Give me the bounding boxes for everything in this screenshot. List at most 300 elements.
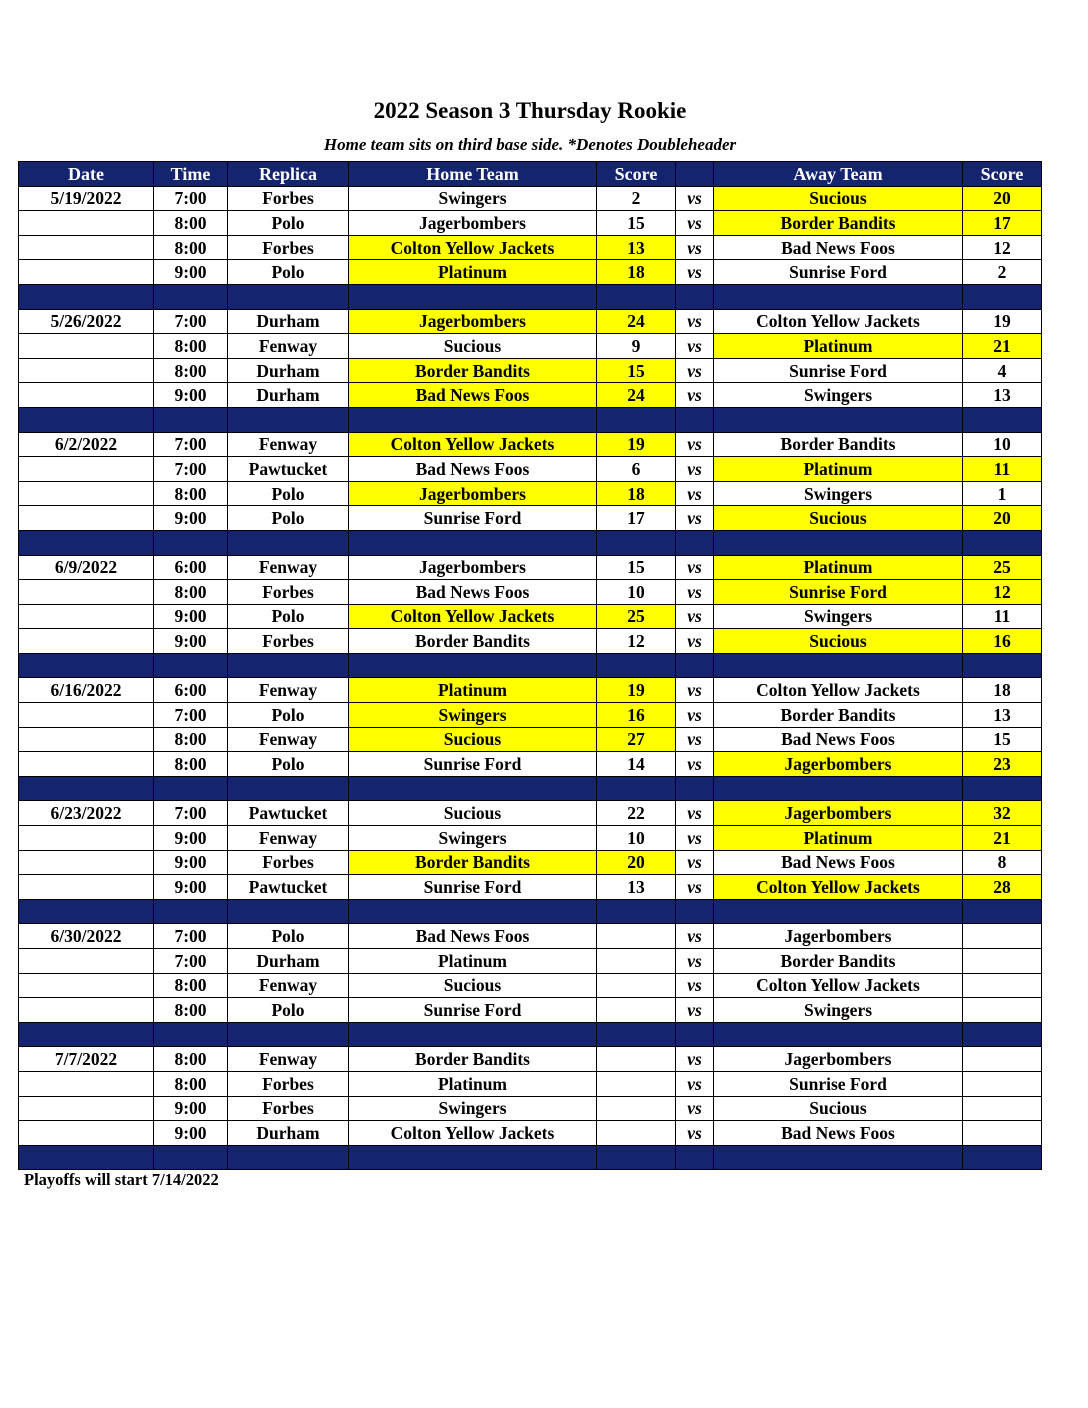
table-row <box>19 875 1042 900</box>
time-cell: 7:00 <box>154 432 228 457</box>
table-row <box>19 260 1042 285</box>
time-cell: 9:00 <box>154 383 228 408</box>
time-cell: 6:00 <box>154 555 228 580</box>
time-cell: 9:00 <box>154 826 228 851</box>
vs-cell: vs <box>676 555 714 580</box>
separator-cell <box>228 899 349 924</box>
away-score-cell <box>963 924 1042 949</box>
away-score-cell: 12 <box>963 235 1042 260</box>
week-separator-row <box>19 1022 1042 1047</box>
table-row <box>19 309 1042 334</box>
field-cell: Fenway <box>228 727 349 752</box>
table-row <box>19 629 1042 654</box>
week-separator-row <box>19 899 1042 924</box>
separator-cell <box>228 776 349 801</box>
date-cell: 6/30/2022 <box>19 924 154 949</box>
time-cell: 8:00 <box>154 1071 228 1096</box>
home-score-cell: 15 <box>597 211 676 236</box>
home-score-cell: 2 <box>597 186 676 211</box>
vs-cell: vs <box>676 826 714 851</box>
time-cell: 8:00 <box>154 358 228 383</box>
week-separator-row <box>19 407 1042 432</box>
table-row <box>19 211 1042 236</box>
separator-cell <box>228 284 349 309</box>
home-score-cell: 17 <box>597 506 676 531</box>
date-cell <box>19 949 154 974</box>
away-team-cell: Sunrise Ford <box>714 358 963 383</box>
date-cell: 6/16/2022 <box>19 678 154 703</box>
home-team-cell: Sucious <box>349 334 597 359</box>
home-score-cell <box>597 998 676 1023</box>
field-cell: Fenway <box>228 1047 349 1072</box>
date-cell <box>19 875 154 900</box>
time-cell: 8:00 <box>154 235 228 260</box>
away-score-cell: 13 <box>963 383 1042 408</box>
away-score-cell: 20 <box>963 186 1042 211</box>
away-team-cell: Bad News Foos <box>714 850 963 875</box>
home-team-cell: Sucious <box>349 727 597 752</box>
home-team-cell: Border Bandits <box>349 358 597 383</box>
field-cell: Polo <box>228 752 349 777</box>
field-cell: Durham <box>228 1121 349 1146</box>
home-team-cell: Border Bandits <box>349 850 597 875</box>
home-score-cell: 10 <box>597 580 676 605</box>
table-row <box>19 1121 1042 1146</box>
away-score-cell <box>963 1071 1042 1096</box>
away-score-cell: 1 <box>963 481 1042 506</box>
header-time: Time <box>154 162 228 187</box>
separator-cell <box>349 776 597 801</box>
time-cell: 9:00 <box>154 850 228 875</box>
away-score-cell: 2 <box>963 260 1042 285</box>
vs-cell: vs <box>676 973 714 998</box>
field-cell: Pawtucket <box>228 801 349 826</box>
field-cell: Polo <box>228 260 349 285</box>
date-cell: 6/9/2022 <box>19 555 154 580</box>
date-cell: 5/26/2022 <box>19 309 154 334</box>
separator-cell <box>19 776 154 801</box>
home-score-cell: 13 <box>597 235 676 260</box>
home-team-cell: Bad News Foos <box>349 383 597 408</box>
away-score-cell: 17 <box>963 211 1042 236</box>
home-team-cell: Sucious <box>349 973 597 998</box>
vs-cell: vs <box>676 334 714 359</box>
home-team-cell: Bad News Foos <box>349 924 597 949</box>
separator-cell <box>19 1022 154 1047</box>
time-cell: 7:00 <box>154 801 228 826</box>
away-team-cell: Border Bandits <box>714 949 963 974</box>
separator-cell <box>714 776 963 801</box>
home-team-cell: Platinum <box>349 678 597 703</box>
away-team-cell: Jagerbombers <box>714 801 963 826</box>
away-score-cell <box>963 1096 1042 1121</box>
week-separator-row <box>19 284 1042 309</box>
time-cell: 8:00 <box>154 580 228 605</box>
home-team-cell: Jagerbombers <box>349 555 597 580</box>
separator-cell <box>963 407 1042 432</box>
away-score-cell <box>963 1121 1042 1146</box>
home-team-cell: Jagerbombers <box>349 211 597 236</box>
vs-cell: vs <box>676 481 714 506</box>
vs-cell: vs <box>676 801 714 826</box>
time-cell: 8:00 <box>154 481 228 506</box>
away-team-cell: Jagerbombers <box>714 924 963 949</box>
separator-cell <box>154 407 228 432</box>
home-score-cell: 12 <box>597 629 676 654</box>
field-cell: Polo <box>228 211 349 236</box>
field-cell: Forbes <box>228 1096 349 1121</box>
away-team-cell: Colton Yellow Jackets <box>714 973 963 998</box>
separator-cell <box>963 530 1042 555</box>
separator-cell <box>349 653 597 678</box>
date-cell <box>19 826 154 851</box>
home-team-cell: Sunrise Ford <box>349 752 597 777</box>
away-score-cell: 8 <box>963 850 1042 875</box>
field-cell: Fenway <box>228 334 349 359</box>
date-cell <box>19 604 154 629</box>
field-cell: Pawtucket <box>228 875 349 900</box>
schedule-table <box>18 161 1042 1170</box>
separator-cell <box>963 284 1042 309</box>
field-cell: Forbes <box>228 850 349 875</box>
separator-cell <box>676 407 714 432</box>
separator-cell <box>597 776 676 801</box>
field-cell: Fenway <box>228 678 349 703</box>
away-score-cell <box>963 1047 1042 1072</box>
date-cell <box>19 1071 154 1096</box>
vs-cell: vs <box>676 998 714 1023</box>
table-row <box>19 481 1042 506</box>
vs-cell: vs <box>676 186 714 211</box>
away-team-cell: Sunrise Ford <box>714 1071 963 1096</box>
separator-cell <box>19 653 154 678</box>
vs-cell: vs <box>676 358 714 383</box>
date-cell <box>19 629 154 654</box>
separator-cell <box>676 284 714 309</box>
date-cell <box>19 235 154 260</box>
table-row <box>19 1096 1042 1121</box>
separator-cell <box>154 1022 228 1047</box>
vs-cell: vs <box>676 1121 714 1146</box>
field-cell: Polo <box>228 998 349 1023</box>
separator-cell <box>676 1145 714 1170</box>
home-team-cell: Bad News Foos <box>349 580 597 605</box>
home-score-cell: 9 <box>597 334 676 359</box>
separator-cell <box>963 653 1042 678</box>
vs-cell: vs <box>676 604 714 629</box>
separator-cell <box>228 653 349 678</box>
home-team-cell: Sunrise Ford <box>349 998 597 1023</box>
home-team-cell: Bad News Foos <box>349 457 597 482</box>
separator-cell <box>714 284 963 309</box>
time-cell: 9:00 <box>154 506 228 531</box>
home-team-cell: Sucious <box>349 801 597 826</box>
time-cell: 9:00 <box>154 260 228 285</box>
field-cell: Forbes <box>228 580 349 605</box>
table-row <box>19 998 1042 1023</box>
separator-cell <box>349 899 597 924</box>
table-row <box>19 850 1042 875</box>
vs-cell: vs <box>676 580 714 605</box>
vs-cell: vs <box>676 875 714 900</box>
table-row <box>19 432 1042 457</box>
footer-note: Playoffs will start 7/14/2022 <box>24 1170 219 1189</box>
header-vs <box>676 162 714 187</box>
vs-cell: vs <box>676 678 714 703</box>
field-cell: Polo <box>228 924 349 949</box>
vs-cell: vs <box>676 850 714 875</box>
home-score-cell <box>597 1121 676 1146</box>
away-team-cell: Swingers <box>714 481 963 506</box>
away-score-cell <box>963 949 1042 974</box>
home-score-cell <box>597 973 676 998</box>
home-team-cell: Colton Yellow Jackets <box>349 1121 597 1146</box>
field-cell: Fenway <box>228 432 349 457</box>
vs-cell: vs <box>676 752 714 777</box>
home-score-cell: 10 <box>597 826 676 851</box>
home-score-cell <box>597 949 676 974</box>
field-cell: Polo <box>228 604 349 629</box>
away-score-cell: 21 <box>963 826 1042 851</box>
vs-cell: vs <box>676 924 714 949</box>
separator-cell <box>349 407 597 432</box>
separator-cell <box>963 1145 1042 1170</box>
vs-cell: vs <box>676 457 714 482</box>
separator-cell <box>597 407 676 432</box>
time-cell: 8:00 <box>154 1047 228 1072</box>
away-team-cell: Colton Yellow Jackets <box>714 309 963 334</box>
header-replica: Replica <box>228 162 349 187</box>
separator-cell <box>963 1022 1042 1047</box>
home-score-cell: 16 <box>597 703 676 728</box>
field-cell: Polo <box>228 506 349 531</box>
date-cell <box>19 752 154 777</box>
field-cell: Durham <box>228 949 349 974</box>
home-score-cell: 15 <box>597 555 676 580</box>
week-separator-row <box>19 776 1042 801</box>
separator-cell <box>154 653 228 678</box>
away-score-cell: 15 <box>963 727 1042 752</box>
header-home-team: Home Team <box>349 162 597 187</box>
separator-cell <box>676 776 714 801</box>
vs-cell: vs <box>676 260 714 285</box>
away-score-cell: 23 <box>963 752 1042 777</box>
field-cell: Durham <box>228 309 349 334</box>
separator-cell <box>714 1022 963 1047</box>
table-row <box>19 752 1042 777</box>
home-score-cell: 14 <box>597 752 676 777</box>
away-score-cell: 21 <box>963 334 1042 359</box>
header-row <box>19 162 1042 187</box>
separator-cell <box>714 899 963 924</box>
vs-cell: vs <box>676 1071 714 1096</box>
separator-cell <box>228 1022 349 1047</box>
separator-cell <box>349 284 597 309</box>
table-row <box>19 186 1042 211</box>
away-score-cell: 12 <box>963 580 1042 605</box>
field-cell: Durham <box>228 358 349 383</box>
separator-cell <box>19 407 154 432</box>
home-team-cell: Swingers <box>349 1096 597 1121</box>
away-team-cell: Colton Yellow Jackets <box>714 678 963 703</box>
away-score-cell: 11 <box>963 457 1042 482</box>
field-cell: Durham <box>228 383 349 408</box>
vs-cell: vs <box>676 235 714 260</box>
schedule-body <box>19 186 1042 1170</box>
away-team-cell: Sunrise Ford <box>714 260 963 285</box>
away-team-cell: Swingers <box>714 998 963 1023</box>
time-cell: 9:00 <box>154 629 228 654</box>
separator-cell <box>349 1145 597 1170</box>
home-score-cell: 22 <box>597 801 676 826</box>
separator-cell <box>228 1145 349 1170</box>
away-team-cell: Sucious <box>714 1096 963 1121</box>
home-score-cell <box>597 1047 676 1072</box>
separator-cell <box>597 1145 676 1170</box>
home-team-cell: Colton Yellow Jackets <box>349 604 597 629</box>
header-away-team: Away Team <box>714 162 963 187</box>
header-date: Date <box>19 162 154 187</box>
separator-cell <box>714 407 963 432</box>
separator-cell <box>963 776 1042 801</box>
table-row <box>19 703 1042 728</box>
separator-cell <box>597 899 676 924</box>
separator-cell <box>714 1145 963 1170</box>
away-team-cell: Border Bandits <box>714 432 963 457</box>
table-row <box>19 580 1042 605</box>
field-cell: Pawtucket <box>228 457 349 482</box>
separator-cell <box>19 284 154 309</box>
date-cell <box>19 727 154 752</box>
field-cell: Forbes <box>228 1071 349 1096</box>
home-score-cell: 24 <box>597 309 676 334</box>
date-cell <box>19 334 154 359</box>
separator-cell <box>19 530 154 555</box>
home-team-cell: Colton Yellow Jackets <box>349 235 597 260</box>
week-separator-row <box>19 1145 1042 1170</box>
separator-cell <box>349 530 597 555</box>
away-score-cell: 10 <box>963 432 1042 457</box>
header-away-score: Score <box>963 162 1042 187</box>
home-team-cell: Border Bandits <box>349 629 597 654</box>
away-score-cell: 18 <box>963 678 1042 703</box>
home-team-cell: Border Bandits <box>349 1047 597 1072</box>
home-score-cell <box>597 1096 676 1121</box>
home-team-cell: Swingers <box>349 186 597 211</box>
table-row <box>19 801 1042 826</box>
field-cell: Forbes <box>228 235 349 260</box>
separator-cell <box>714 530 963 555</box>
away-score-cell: 11 <box>963 604 1042 629</box>
away-team-cell: Swingers <box>714 383 963 408</box>
vs-cell: vs <box>676 1047 714 1072</box>
separator-cell <box>676 1022 714 1047</box>
table-row <box>19 924 1042 949</box>
away-score-cell: 16 <box>963 629 1042 654</box>
away-team-cell: Colton Yellow Jackets <box>714 875 963 900</box>
date-cell <box>19 850 154 875</box>
date-cell <box>19 383 154 408</box>
table-row <box>19 949 1042 974</box>
separator-cell <box>19 1145 154 1170</box>
home-team-cell: Platinum <box>349 949 597 974</box>
date-cell <box>19 481 154 506</box>
home-score-cell: 18 <box>597 260 676 285</box>
table-row <box>19 1071 1042 1096</box>
home-score-cell: 6 <box>597 457 676 482</box>
table-row <box>19 334 1042 359</box>
vs-cell: vs <box>676 629 714 654</box>
away-team-cell: Jagerbombers <box>714 752 963 777</box>
table-row <box>19 358 1042 383</box>
separator-cell <box>714 653 963 678</box>
time-cell: 6:00 <box>154 678 228 703</box>
date-cell: 5/19/2022 <box>19 186 154 211</box>
field-cell: Fenway <box>228 973 349 998</box>
home-score-cell: 24 <box>597 383 676 408</box>
date-cell <box>19 260 154 285</box>
home-team-cell: Sunrise Ford <box>349 506 597 531</box>
separator-cell <box>349 1022 597 1047</box>
header-home-score: Score <box>597 162 676 187</box>
vs-cell: vs <box>676 727 714 752</box>
time-cell: 8:00 <box>154 727 228 752</box>
separator-cell <box>597 1022 676 1047</box>
home-score-cell <box>597 1071 676 1096</box>
time-cell: 7:00 <box>154 924 228 949</box>
time-cell: 9:00 <box>154 1121 228 1146</box>
away-team-cell: Bad News Foos <box>714 235 963 260</box>
table-row <box>19 457 1042 482</box>
home-team-cell: Jagerbombers <box>349 309 597 334</box>
home-score-cell: 27 <box>597 727 676 752</box>
table-row <box>19 383 1042 408</box>
away-score-cell: 19 <box>963 309 1042 334</box>
time-cell: 9:00 <box>154 604 228 629</box>
date-cell <box>19 973 154 998</box>
date-cell: 6/2/2022 <box>19 432 154 457</box>
separator-cell <box>19 899 154 924</box>
home-team-cell: Platinum <box>349 260 597 285</box>
away-team-cell: Swingers <box>714 604 963 629</box>
separator-cell <box>154 1145 228 1170</box>
home-score-cell: 15 <box>597 358 676 383</box>
page-subtitle: Home team sits on third base side. *Denotes Doubleheader <box>323 135 737 154</box>
away-team-cell: Border Bandits <box>714 703 963 728</box>
time-cell: 7:00 <box>154 457 228 482</box>
home-team-cell: Swingers <box>349 703 597 728</box>
date-cell <box>19 358 154 383</box>
table-row <box>19 506 1042 531</box>
away-team-cell: Border Bandits <box>714 211 963 236</box>
table-row <box>19 555 1042 580</box>
date-cell <box>19 1121 154 1146</box>
table-row <box>19 727 1042 752</box>
vs-cell: vs <box>676 211 714 236</box>
vs-cell: vs <box>676 703 714 728</box>
date-cell <box>19 457 154 482</box>
separator-cell <box>597 530 676 555</box>
table-row <box>19 1047 1042 1072</box>
time-cell: 9:00 <box>154 1096 228 1121</box>
away-score-cell <box>963 998 1042 1023</box>
away-team-cell: Platinum <box>714 457 963 482</box>
away-team-cell: Bad News Foos <box>714 1121 963 1146</box>
time-cell: 9:00 <box>154 875 228 900</box>
date-cell: 6/23/2022 <box>19 801 154 826</box>
time-cell: 8:00 <box>154 998 228 1023</box>
home-team-cell: Platinum <box>349 1071 597 1096</box>
